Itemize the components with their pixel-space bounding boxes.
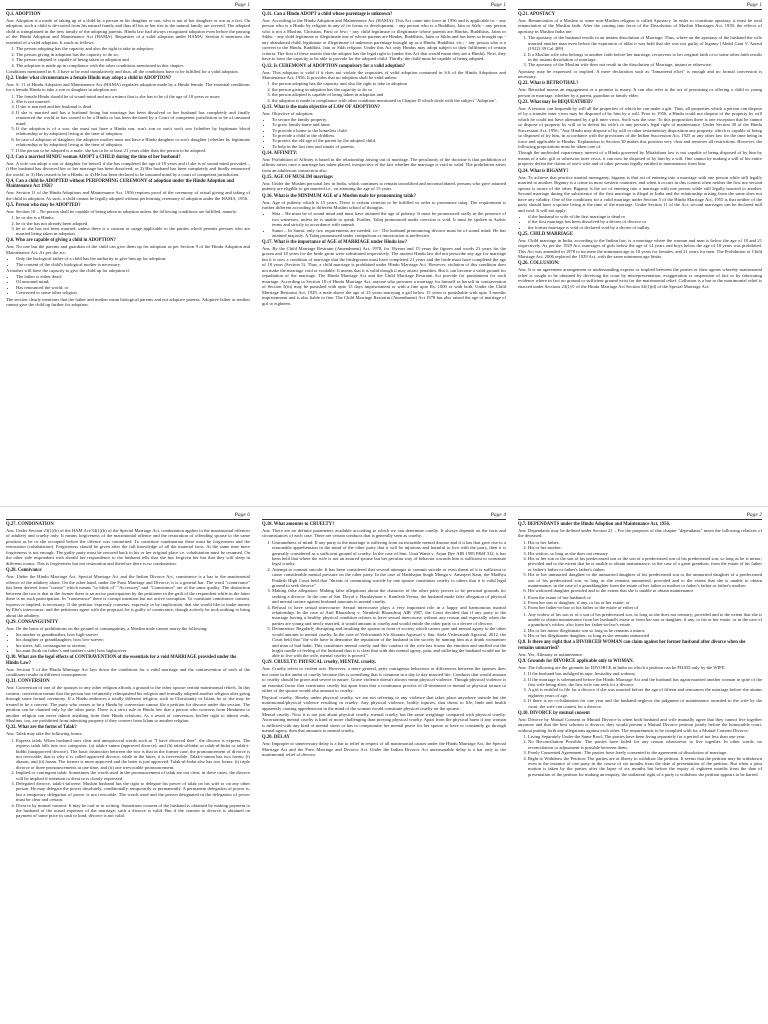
answer-paragraph: Ans: Conversion of one of the spouses to any other religion affords a ground to the other spouse certain matrimonial reliefs. In this context, conversion means that the person has voluntarily relinquished his religion and formally adopted another religion after going through some formal ceremony. If a Hindu embraces a totally different religion, such as Christianity or Islam, he or she may be treated to be a convert. The party who ceases to be a Hindu by conversion cannot file a petition for divorce under this section. The petition can be claimed only by the other party. There is a strict rule in Hindu law that a person who converts from Hinduism to another religion can never inherit anything from their Hindu relations. As a result of conversion, his/her right to inherit ends. Muslims, too, are prohibited from inheriting property if they convert from Islam to another religion. [6, 685, 250, 724]
list-item: 4. Right to Withdraw the Petition: The parties are at liberty to withdraw the petition. It seems that the petition may be withdrawn even at the instance of one party in the course of six months from the date of presentation of the petition. But when a joint motion is taken by the parties after the lapse of six months but before the expiry of eighteen months from the date of presentation of the petition for making an enquiry, the unilateral right of a party to withdraw the petition appears to be barred. [528, 756, 762, 778]
list-item: • To provide a child to the childless. [272, 133, 506, 138]
list-item: • the former marriage is void or declared void by a decree of nullity. [528, 225, 762, 230]
question-heading: Q.29. CONSANGUINITY [6, 619, 59, 625]
question-heading: Q.7. DEPENDANTS under the Hindu Adoption and Maintenance Act, 1956. [518, 522, 671, 527]
answer-paragraph: Ans: No one but the parents and guardian of the child can give them up for adoption as per Section 9 of the Hindu Adoption and Maintenance Act. As per the act: [6, 244, 250, 255]
page-panel-1 [0, 0, 256, 506]
page-content [6, 522, 250, 819]
question-heading: Q.17. What is the importance of AGE of MARRIAGE under Hindu law? [262, 239, 408, 245]
numbered-list [6, 738, 250, 819]
answer-paragraph: Ans: Under Section 23(1)(b) of the HAM Act/34(1)(b) of the Special Marriage Act, condonation applies to the matrimonial offences of adultery and cruelty only. It means forgiveness of the matrimonial offence and the restoration of offending spouse to the same position as he or she occupied before the offence was committed. To constitute condonation there must be forgiveness and the restoration (cohabitation). Forgiveness should be given after the full knowledge of all the material facts. At the same time mere forgiveness is not enough. The guilty party must be restored back to his or her original place i.e. cohabitation must be resumed. On the other side respondent with should her respondence to the husband tells that she has forgiven her but that they will sleep in different rooms. This is forgiveness but not restoration and therefore there is no condonation. [6, 527, 250, 566]
list-item: • The father is either dead; [16, 274, 250, 279]
question-heading: Q.20. DELAY [262, 735, 290, 741]
answer-paragraph: Ans: Divorce by Mutual Consent or Mutual Divorce is when both husband and wife mutually agree that they cannot live together anymore and that the best solution is divorce, they would present a Mutual Divorce petition jointly before the honourable court, without putting forth any allegations against each other. The requirements to be complied with for a Mutual Consent Divorce: [518, 716, 762, 733]
list-item: 5. If the adoption is of a son, she must not have a Hindu son, son's son or son's son's son (whether by legitimate blood relationship or by adoption) living at the time of adoption. [16, 126, 250, 137]
list-item: 1. If the husband has indulged in rape, bestiality and sodomy. [528, 671, 762, 676]
list-item: 2. If the marriage is solemnized before the Hindu Marriage Act and the husband has again married another woman in spite of the first wife being alive, the first wife can seek for a divorce. [528, 677, 762, 688]
list-item: 2. She is not married. [16, 99, 250, 104]
bullet-list [262, 117, 506, 149]
answer-paragraph: Ans: Child marriage in India, according to the Indian law, is a marriage where the woman and man is below the age of 18 and 21 respectively. As per the 1929 Act, marriages of girls below the age of 14 years and boys below the age of 18 years was prohibited. This Act was amended in 1978 to increase the minimum age to 18 years for females, and 21 years for men. The Prohibition of Child Marriage Act, 2006 replaced the 1929 Act, with the same minimum age limits. [518, 237, 762, 260]
question-heading: Q.1. ADOPTION [6, 12, 41, 17]
answer-paragraph: Ans: Under the Muslim personal law in India, which continues to remain uncodified and unconsolidated, persons who gave attained puberty are eligible to get married i.e., on attaining the age of 15 years. [262, 180, 506, 192]
numbered-list [262, 540, 506, 659]
numbered-list [518, 671, 762, 709]
list-item: • To provide a home to the homeless child. [272, 128, 506, 133]
list-item: 4. Divorce by mutual consent: It may be oral or in writing. Sometimes consent of the husband is obtained by making payment to the husband of the actual expenses of the marriage; such a divorce is valid. But if the consent to divorce is obtained on payment of some price in cash or kind, divorce is not valid. [16, 803, 250, 819]
list-item: 1. Unsoundness of mind: If any party to the marriage is suffering from an incurable mental disease and if it has that gave rise to a reasonable apprehension in the mind of the other party that it will be injurious and harmful to live with the party, then it is generally considered as a sufficient ground of cruelty. In the case of Smt. Uma Wanti v. Arjun Dev AIR 1995 P&H 312, it has been held that where the wife is not an assured spouse but her peculiar way of behavior towards him is sufficient to constitute legal cruelty. [272, 540, 506, 567]
list-item: 1. His or her father; [528, 540, 762, 545]
page-content [518, 12, 762, 289]
answer-paragraph: Ans: A wife can adopt a son or daughter for herself if she has completed the age of 18 years and if she is of sound mind provided – i) Her husband has divorced her or her marriage has been dissolved; or 2) Her husband has been completely and finally renounced the world; or 3) Has ceased to be a Hindu; or 4) He has been declared to be unsound mind by a court of competent jurisdiction. [6, 160, 250, 177]
answer-paragraph: Ans: Objective of adoption: [262, 110, 314, 116]
page-panel-3 [512, 0, 768, 506]
numbered-list [518, 540, 762, 594]
list-item: 2. No Reconciliation Possible: The parties have failed for any reason whatsoever to live together. In other words, no reconciliation or adjustment is possible between them. [528, 739, 762, 750]
numbered-list [6, 94, 250, 153]
list-item: 3. Making false allegation: Making false allegations about the character of the other party proves to be personal grounds for seeking a divorce. In the case of Sm. Doyal v. Haralayman v. Kamlesh Verma, the husband made false allegation of physical and mental torture against husband amounts to mental cruelty. [272, 588, 506, 604]
answer-paragraph: Ans: Age of puberty which is 15 years. There is certain criterias to be fulfilled in order to pronounce talaq. The requirement is further different according to different Muslim school of thoughts. [262, 199, 506, 211]
answer-paragraph: Ans: Cruelty refers to violent acts. However, a more general, petty outrageous behaviour or differences between the spouses does not come in the ambit of cruelty because this is something that is common in a day to day married life. Conducts that would amount to cruelty should be grave and severe in nature. Grave violence doesn't always mean physical violence. Though physical violence is an essential factor that constitutes cruelty but apart from that a continuous process of ill-treatment or mental or physical torture to either of the spouse would also amount to cruelty. [262, 666, 506, 694]
question-heading: Q.28. Connivance [6, 568, 42, 574]
answer-paragraph: Ans: Section 5 of the Hindu Marriage Act lays down the conditions for a valid marriage and the contravention of each of the conditions results in different consequences: [6, 666, 250, 678]
list-item: 2. Attempt to commit suicide: It has been considered that several attempts to commit suicide or even threat of it is sufficient to cause considerable mental pressure on the other party. In the case of Harbhajan Singh Monga v. Amarjeet Kaur, the Madhya Pradesh High Court held that "threats of committing suicide by one spouse constitutes cruelty to others that it is valid legal ground to seek divorce". [272, 567, 506, 589]
list-item: 2. It a Muslim wife who belongs to another faith before her marriage, reconverts to her original faith or to some other faith results in the instant dissolution of marriage. [528, 52, 762, 63]
list-item: • his aunt (both on father's and mother's side) how highsoever [16, 648, 250, 653]
question-heading: Q.31. CONVERSION [6, 679, 50, 685]
list-item: 3. A girl is entitled to file for a divorce if she was married before the age of fifteen and renounces the marriage before she attains eighteen years of age. [528, 687, 762, 698]
page-content [262, 522, 506, 758]
page-panel-2 [256, 0, 512, 506]
list-item: 3. the person adopted is capable of being taken in adoption and [272, 92, 506, 97]
page-panel-5 [256, 510, 512, 1024]
list-item: 3. The person adopted is capable of being taken in adoption and [16, 57, 250, 62]
answer-paragraph: Ans: It is an agreement arrangement or understanding express or implied between the parties or their agents whereby matrimonial relief is sought to be obtained by deceiving the court by misrepresentation, exaggeration or suspension of fact or by fabricating evidence where in fact no ground or sufficient ground exist for the matrimonial relief. Collusion is a bar to the matrimonial relief is enacted under Sections 23(1)© of the Hindu Marriage Act Section 34(1)(d) of the Special Marriage Act. [518, 267, 762, 289]
list-item: • if the first marriage has been dissolved by a decree of divorce or [528, 219, 762, 224]
question-heading: Q.18. What amounts to CRUELTY? [262, 522, 335, 527]
question-heading: Q.10. DIVORCE by mutual consent [518, 710, 590, 716]
question-heading: Q.19. CRUELTY: PHYSICAL cruelty, MENTAL cruelty. [262, 660, 377, 666]
answer-paragraph: Ans: Dependants may be defined under Section 21 – For the purposes of this chapter "dependants" mean the following relatives of the deceased: [518, 527, 762, 539]
answer-paragraph: Ans: According to the Hindu Adoption and Maintenance Act (HAMA): This Act came into force in 1956 and is applicable to: - any person who is a Hindu by religion in any of its forms or development, - any person who is a Buddhist, Jain or Sikh; - any person who is not a Muslim, Christian, Parsi or Jew; - any child legitimate or illegitimate whose parents are Hindus, Buddhists, Jains or Sikhs; - any child legitimate or illegitimate one of whose parents are Hindus, Buddhists, Jains or Sikhs and has been so brought up; - any abandoned child, legitimate or illegitimate of unknown parentage brought up as a Hindu, Buddhist, etc.; - any person who is a convert to the Hindu, Buddhist, Jain or Sikh religion. Under this Act only Hindus may adopt subject to their fulfilment of certain criteria. The first of these asserts that the adopter has the legal right to (under this Act that would mean they are a Hindu). Next, they have to have the capacity to be able to provide for the adopted child. Thirdly, the child must be capable of being adopted. [262, 17, 506, 62]
answer-paragraph: Apostasy may be expressed or implied. A mere declaration such as "Inmaneeal n'ket" is enough and no formal conversion is necessary. [518, 68, 762, 80]
question-heading: Q.30. What are the legal effects of CONTRAVENTION of the essentials for a void MARRIAGE provided under the Hindu Law? [6, 655, 237, 666]
answer-paragraph: Ans: This adoption is valid if it does not violate the requisites of valid adoption contained in S.6 of the Hindu Adoptions and Maintenance Act, 1956. It provides that no adoption shall be valid unless: [262, 69, 506, 81]
list-item: 3. If she is married and her husband is dead. [16, 104, 250, 109]
answer-paragraph: Ans: To achieve that practice marital monogamy, bigamy is that act of entering into a marriage with one person while still legally married to another. Bigamy is a crime in most western countries, and when it occurs in this context often neither the first nor second spouse is aware of the other. Bigamy is the act of entering into a marriage with one person while still legally married to another. Second marriage during the subsistence of the first marriage is illegal in India and the relationship arising from the same does not have any validity. One of the conditions for a valid marriage under Section 5 of the Hindu Marriage Act, 1955 is that neither of the party should have a spouse living at the time of the marriage. Under Section 11 of the Act, second marriages can be declared null and void. It will not apply: [518, 174, 762, 213]
answer-paragraph: Ans: Section 10 – No person shall be capable of being taken in adoption unless the following conditions are fulfilled, namely: [6, 208, 238, 214]
list-item: • if the husband or wife of the first marriage is dead or [528, 214, 762, 219]
page-number: Page 2 [518, 510, 762, 520]
answer-paragraph: Ans: On the basis of prohibitions on the ground of consanguinity, a Muslim male cannot marry the following: [6, 625, 208, 631]
list-item: • To protect the old age of the parent by the adopted child. [272, 138, 506, 143]
list-item: 4. Refusal to have sexual intercourse: Sexual intercourse plays a very important role in a happy and harmonious marital relationship. In the case of Anil Bharadwaj v. Nirmlesh Bharadwaj AIR 1987, the Court decided that if any party to the marriage having a healthy physical condition refuses to have sexual intercourse without any reason and especially when the parties are young and newly married, it would amount to cruelty and would entitle the other party to a decree of divorce. [272, 605, 506, 627]
list-item: 4. His or her son or the son of his predeceased son or the son of a predeceased son of his predeceased son, so long as he is minor; provided and to the extent that he is unable to obtain maintenance, in the case of a great grandson, from the estate of his father or father's father or father's father's father; [528, 556, 762, 572]
numbered-list [518, 35, 762, 67]
answer-paragraph: Ans: Yes, Alimony or maintenance. [518, 651, 584, 657]
list-item: 5. His or her unmarried daughter or the unmarried daughter of his predeceased son or the unmarried daughter of a predeceased son of his predeceased son, so long as she remains unmarried; provided and to the extent that she is unable to obtain maintenance, in the case of a granddaughter from the estate of her father or mother or father's father or father's mother; [528, 572, 762, 588]
numbered-list [518, 734, 762, 777]
answer-paragraph: Ans: There are no definite parameters available according to which we can determine cruelty. It always depends on the facts and circumstances of each case. There are certain conducts that is generally seen as cruelty. [262, 527, 506, 539]
question-heading: Q.6. Who are capable of giving a child in ADOPTION? [6, 238, 116, 244]
page-panel-4 [0, 510, 256, 1024]
answer-paragraph: Ans: Under the Hindu Marriage Act, Special Marriage Act and the Indian Divorce Act, connivance is a bar to the matrimonial offence of the adultery alone. On the other hand, under the Parsi Marriage and Divorce, it is a general bar. The word "connivance" has been derived from "conive" which means "to blink of" "Accessory" and "Connivance" are of the same quality. The distinction between the two is that in the former there is an active participation by the petitioner in the guilt of the respondent while in the latter there is no such participation. In "connivance" there is corrupt intention but not active corruption. To constitute connivance consent, express or implied, is necessary. If the petition 'expressly consents, expressly or by implication, that she would like to make money by Eliz's intercourse, and the petitioner agree with the proposal, he is guilty of connivance, though actively he took nothing to bring about the adultery. [6, 574, 250, 618]
question-heading: Q.9. Grounds for DIVORCE applicable only to WOMAN. [518, 658, 634, 664]
list-item: • his mother or grandmother, how high-soever [16, 632, 250, 637]
question-heading: Q.3. Can a married HINDU woman ADOPT a CHILD during the time of her husband? [6, 154, 181, 160]
page-number: Page 1 [262, 0, 506, 10]
list-item: 3. he or she has not been married, unless there is a custom or usage applicable to the parties which permits persons who are married being taken in adoption. [16, 226, 250, 237]
list-item: 1. The person adopting has the capacity and also the right to take in adoption; [16, 46, 250, 51]
question-heading: Q.24. What is BIGAMY? [518, 168, 569, 174]
list-item: 3. His or her illegitimate daughter, so long as she remains unmarried [528, 633, 762, 638]
list-item: • Sunni – In Sunni, only two requirements are needed, i.e.- The husband pronouncing divorce must be of sound mind. He has attained majority. A Talaq pronounced under compulsion or intoxication is ineffective. [272, 228, 506, 239]
list-item: • The consent of the child's biological mother is necessary. [16, 262, 250, 267]
question-heading: Q.4. Can a child be ADOPTED without PERFORMING CEREMONY of adoption under the Hindu Adoption and Maintenance Act 1956? [6, 178, 235, 190]
page-number: Page 4 [262, 510, 506, 520]
list-item: • To help in the last rites and rituals of parents. [272, 144, 506, 149]
question-heading: Q.32. What are the forms of Talak? [6, 725, 77, 731]
list-item: 3. Delegated divorce, talak-i-tafweez: Muslim husband has the right to delegate his power of talak on his wife or on any other person. He may delegate the power absolutely, conditionally, temporarily or permanently. A permanent delegation of power is, but a temporary delegation of power is not revocable. The words used and the person designated in the delegation of power must be clear and certain. [16, 781, 250, 803]
numbered-list [518, 595, 762, 611]
question-heading: Q.21. APOSTACY [518, 12, 556, 17]
question-heading: Q.11. Can a Hindu ADOPT a child whose parentage is unknown? [262, 12, 393, 17]
list-item: 3. Freely Consented Agreement: The parties have freely consented to the agreement of dissolution of marriage. [528, 750, 762, 755]
list-item: 1. Any widow of his son or of a son of his predeceased son, so long as she does not remarry; provided and to the extent that she is unable to obtain maintenance from her husband's estate or from her son or daughter, if any, or his or her estate, or in the case of a grandson's widow, also from her father-in-law's estate. [528, 612, 762, 628]
list-item: 3. The apostasy of the Muslim wife does not result in the dissolution of Marriage, instant or otherwise. [528, 62, 762, 67]
question-heading: Q.26. COLLUSION: [518, 261, 560, 267]
list-item: • his daughter or granddaughter, how low-soever; [16, 637, 250, 642]
list-item: 2. the person giving in adoption has the capacity to do so [272, 87, 506, 92]
question-heading: Q.12. Is CEREMONY of ADOPTION compulsory for a valid adoption? [262, 63, 406, 69]
list-item: 4. If she is married and has a husband living but marriage has been dissolved or her husband has completely and finally renounced the world or has ceased to be a Hindu or has been declared by a Court of competent jurisdiction to be of unsound mind. [16, 110, 250, 126]
list-item: 2. he or she has not already been adopted [16, 221, 250, 226]
list-item: • his sister, full, consanguine or uterine; [16, 643, 250, 648]
answer-paragraph: Ans: A testator can bequeath by will all the properties of which he can make a gift. Thus, all properties which a person can dispose of by a transfer inter vivos may be disposed of by him by a will. Prior to 1956, a Hindu could not dispose of the property by will which he could not have alienated by a gift inter vivos. Such was the case. To this proposition there is one exception that he cannot so dispose of property by will so to defeat his wife's or any person's legal right of maintenance. Under Section 30 of the Hindu Succession Act, 1956: "Any Hindu may dispose of by will or other testamentary disposition any property, which is capable of being so disposed of by him, in accordance with the provisions of the Indian Succession Act, 1925 or any other law for the time being in force and applicable to Hindus. Explanation to Section 30 makes this position very clear and removes all restrictions. However, the following propositions must be taken care of. [518, 105, 762, 150]
list-item: 4. If there is no co-habitation for one year and the husband neglects the judgment of maintenance awarded to the wife by the court, the wife can contest for a divorce. [528, 698, 762, 709]
answer-paragraph: A mother will have the capacity to give the child up for adoption if: [6, 267, 131, 273]
answer-paragraph: The section clearly mentions that the father and mother mean biological parents and not adoptive parents. Adoptive father or mother cannot give the child up further for adoption. [6, 296, 250, 307]
answer-paragraph: Ans: Renunciation of a Muslim to some non-Muslim religion is called Apostacy. In order to constitute apostasy, it must be total renunciation of the Muslim faith. After the coming into force of the Dissolution of Muslim Marriages Act, 1939, the effects of apostasy in Muslim India are: [518, 17, 762, 34]
list-item: • To grow family name and fame. [272, 122, 506, 127]
list-item: 7. If the person to be adopted is a male, she has to be at least 21 years older than the person to be adopted. [16, 148, 250, 153]
list-item: 2. His or her mother; [528, 545, 762, 550]
list-item: 4. the adoption is made in compliance with other condition mentioned in Chapter II which deals with the subject "Adoption". [272, 98, 506, 103]
list-item: 3. From her father-in-law or his father or the estate of either of [528, 605, 762, 610]
answer-paragraph: Ans: Improper or unnecessary delay is a bar to relief in respect of all matrimonial causes under the Hindu Marriage Act, the Special Marriage Act and the Parsi Marriage and Divorce Act. Under the Indian Divorce Act unreasonable delay is a bar only to the matrimonial relief of divorce. [262, 741, 506, 758]
question-heading: Q.13. What is the main objective of LAW OF ADOPTION? [262, 104, 381, 110]
answer-paragraph: Mental cruelty: Now it is not just about physical cruelty, mental cruelty has the same weightage compared with physical cruelty. Ascertaining mental cruelty is kind of more challenging than proving physical cruelty. Apart from the physical harm if any woman is inflicted with any kind of mental stress or has to compromise her mental peace for her spouse or have to constantly go through mental agony, then that amounts to mental cruelty. [262, 711, 506, 734]
page-number: Page 1 [6, 0, 250, 10]
question-heading: Q.16. What is the MINIMUM AGE of a Muslim male for pronouncing talak? [262, 193, 416, 199]
list-item: 1. he or she is a Hindu; [16, 215, 250, 220]
question-heading: Q.5. Person who may be ADOPTED? [6, 202, 81, 208]
answer-paragraph: Ans: The following are the grounds for DIVORCE in India on which a petition can be FILED only by the WIFE. [518, 664, 726, 670]
page-content [262, 12, 506, 306]
answer-paragraph: Ans: Prohibition of Affinity is based in the relationship arising out of marriage. The peculiarity of the doctrine is that prohibition of affinity arises once a marriage has taken placed, irrespective of the fact whether the marriage is void or valid. The prohibition arises from an adulterous connection also. [262, 156, 506, 173]
list-item: 1. Living Separately Under the Same Roof: The parties have been living separately for a period of not less than one year. [528, 734, 762, 739]
answer-paragraph: Though the undivided coparcenary interest of a Hindu governed by Mitakshara law is not capable of being disposed of by him by means of a sale, gift or otherwise inter vivos, it can now be disposed of by him by a will. One cannot by making a will of his entire property defeat the claims of one's wife and of other persons legally entitled to maintenance from him. [518, 150, 762, 167]
answer-paragraph: Ans: Adoption is a mode of taking up of a child by a person as his daughter or son, who is not of her daughter or son as a fact. On adoption, such a child is de-rooted from his natural family and thus all his or her ties to the natural family are severed. The adopted child is transplanted in the new family of the adopting parents. Hindu law had always recognized adoption even before the passing of the Hindu Adoption and Maintenance Act (HAMA). Requisites of a valid adoption under HAMA: Section 6 mentions the essential of a valid adoption. It reads as follows: [6, 17, 250, 45]
page-content [518, 522, 762, 777]
bullet-list [6, 274, 250, 296]
list-item: 2. His or her minor illegitimate son so long as he remains a minor; [528, 628, 762, 633]
question-heading: Q.15. AGE OF MUSLIM marriage: [262, 174, 334, 180]
question-heading: Q.27. CONDONATION [6, 522, 54, 527]
numbered-list [6, 46, 250, 68]
list-item: 2. Implied or contingent talak: Sometimes the words used in the pronouncement of talak are not clear, in these cases, the divorce will be implied if intention to divorce is clearly expressed. [16, 770, 250, 781]
answer-paragraph: Ans: By the Child Marriage Restraint (Amendment) Act, 1978, for 18years and 15 years the figures and words 21 years for the groom and 18 years for the bride grom were substituted respectively. The ancient Hindu law did not prescribe any age for marriage but it is now a condition of marriage that the bridegroom must have completed 21 years and the bride must have completed the age of 18 years (Section 5). Thus, a child marriage is prohibited under Hindu Marriage Act. However, violation of this condition does not make the marriage void or voidable. It means that it is valid though it may attract penalties. But it can become a valid ground for repudiation of the marriage. The Hindu Marriage Act and the Child Marriage Restraint Act provide for punishment for such marriage. According to Section 18 of Hindu Marriage Act, anyone who procures a marriage for himself or herself in contravention of Section 5(iii) may be punished with upto 15 days imprisonment or with a fine upto Rs. 1000 or with both. Under the Child Marriage Restraint Act, 1929, a male above the age of 25 years marrying a girl below 15 years is punishable with upto 3 months imprisonment and is also liable to fine. The Child Marriage Restraint (Amendment) Act 1978 has also raised the age of marriage of girl to eighteen. [262, 245, 506, 306]
question-heading: Q.2. Under what circumstances a female Hindu may adopt a child in ADOPTION? [6, 75, 172, 81]
list-item: 2. From her son or daughter, if any, or his or her estate; or [528, 600, 762, 605]
answer-paragraph: Ans: Section 11 of the Hindu Adoptions and Maintenance Act, 1956 requires proof of the ceremony of actual giving and taking of the child in adoption. As such, a child cannot be legally adopted without performing ceremony of adoption under the HAMA, 1956. [6, 190, 250, 201]
list-item: 6. His widowed daughter provided and to the extent that she is unable to obtain maintenance [528, 588, 762, 593]
answer-paragraph: Physical cruelty: Hereby under physical cruelty, we are not referring to any violence that takes place anywhere outside but the matrimonial/physical violence resulting in cruelty. Any physical violence, bodily injuries, that threat to life, limb and health apparently causing apprehension in the mind of the woman would constitute physical cruelty on the spouse. [262, 694, 506, 711]
list-item: • To secure the family property. [272, 117, 506, 122]
answer-paragraph: Ans: Talak may take the following forms: [6, 731, 83, 737]
question-heading: Q.22. What is BETROTHAL? [518, 81, 579, 87]
question-heading: Q.23. What may be BEQUEATHED? [518, 99, 593, 105]
question-heading: Q.8. Is there any right that a DIVORCED WOMAN can claim against her former husband after divorce when she remains unmarried? [518, 640, 746, 651]
list-item: • Shia – He must be of sound mind and must have attained the age of puberty. It must be pronounced orally in the presence of two witnesses, unless he is unable to speak. Further, Talaq pronounced under coercion is void. It must be spoken in Arabic terms and strictly in accordance with sunnah. [272, 211, 506, 227]
bullet-list [262, 211, 506, 238]
list-item: • Converted to some other religion. [16, 290, 250, 295]
bullet-list [6, 632, 250, 654]
page-number: Page 6 [6, 510, 250, 520]
page-panel-6 [512, 510, 768, 1024]
numbered-list [262, 81, 506, 103]
page-number: Page 1 [518, 0, 762, 10]
numbered-list [6, 215, 250, 237]
bullet-list [6, 256, 250, 267]
list-item: • Has renounced the world; or [16, 285, 250, 290]
numbered-list [518, 612, 762, 639]
list-item: • Only the biological father of a child has the authority to give him up for adoption; [16, 256, 250, 261]
list-item: 1. The apostasy of the husband results in an instant dissolution of Marriage. Thus, where on the apostasy of the husband the wife married another man even before the expiration of iddat it was held that she was not guilty of bigamy [Abdul Gani V. Azizul (1912) 39 Cal 409] [528, 35, 762, 51]
page-content [6, 12, 250, 308]
list-item: 1. the person adopting has the capacity and also the right to take in adoption [272, 81, 506, 86]
list-item: 2. The person giving in adoption has the capacity to do so; [16, 52, 250, 57]
list-item: 4. The adoption is made up in compliance with the other conditions mentioned in this chapter. [16, 63, 250, 68]
bullet-list [518, 214, 762, 230]
question-heading: Q.14. AFFINITY: [262, 150, 298, 156]
answer-paragraph: Ans: S. 11 of Hindu Adoption and Maintenance Act (HAMA) regulates adoption made by a Hindu female. The essential conditions for a female Hindu to take a son or daughter in adoption are: [6, 81, 250, 93]
list-item: 1. Express talak: When husband uses clear and unequivocal words such as "I have divorced thee", the divorce is express. The express talak falls into two categories: (a) talak-i-sunna (approved divorce), and (b) talak-ul-bidat or talak-ul-bidat or talak-i-biddit (unapproved divorce). The basic distinction between the two is that in the former case, the pronouncement of divorce is not revocable, that is why it is called approved divorce, while in the latter, it is irreversible. Talak-i-sunna has two forms: (i) ahasan, and (ii) hasan. The former is more approved and the latter is just approved. Talak-ul-bidat also has two forms: (i) triple divorce or three pronouncements at one time, and (ii) one irrevocable pronouncement. [16, 738, 250, 770]
list-item: • Of unsound mind; [16, 279, 250, 284]
answer-paragraph: Conditions mentioned in S. 4 have to be read cumulatively and thus, all the conditions have to be fulfilled for a valid adoption. [6, 68, 239, 74]
list-item: 6. In case of adoption of daughter, the adoptive mother must not have a Hindu daughter or son's daughter (whether by legitimate relationship or by adoption) living at the time of adoption. [16, 137, 250, 148]
list-item: 1. From the estate of her husband; or [528, 595, 762, 600]
list-item: 3. His widow, so long as she does not remarry [528, 551, 762, 556]
answer-paragraph: Ans: Betrothal means an engagement or a promise to marry. It can also refer to the act of promising or offering a child or young person in marriage, whether by a parent, guardian or family elder. [518, 87, 762, 98]
list-item: 5. Defamation: Regularly disrupting and insulting the spouse in front of society which causes pain and mental agony to the other would amount to mental cruelty. In the case of Vishwanath S/o Sitaram Agrawal v. Sau. Sarla Vishwanath Agrawal, 2012, the Court held that "the wife have to demonise the reputation of the husband in the society by naming him as a drunk womaniser and man of bad habit. This constitutes mental cruelty and this conduct of the wife has frozen the emotion and snuffed out the bright candle of feeling of the husband thus it is clear that with this mental agony, pain, and suffering the husband would not be able to live with the wife, mental cruelty is proved." [272, 626, 506, 658]
question-heading: Q.25. CHILD MARRIAGE [518, 231, 573, 237]
list-item: 1. The female Hindu should be of sound mind and not a minor that is she has to be of the age of 18 years or more. [16, 94, 250, 99]
